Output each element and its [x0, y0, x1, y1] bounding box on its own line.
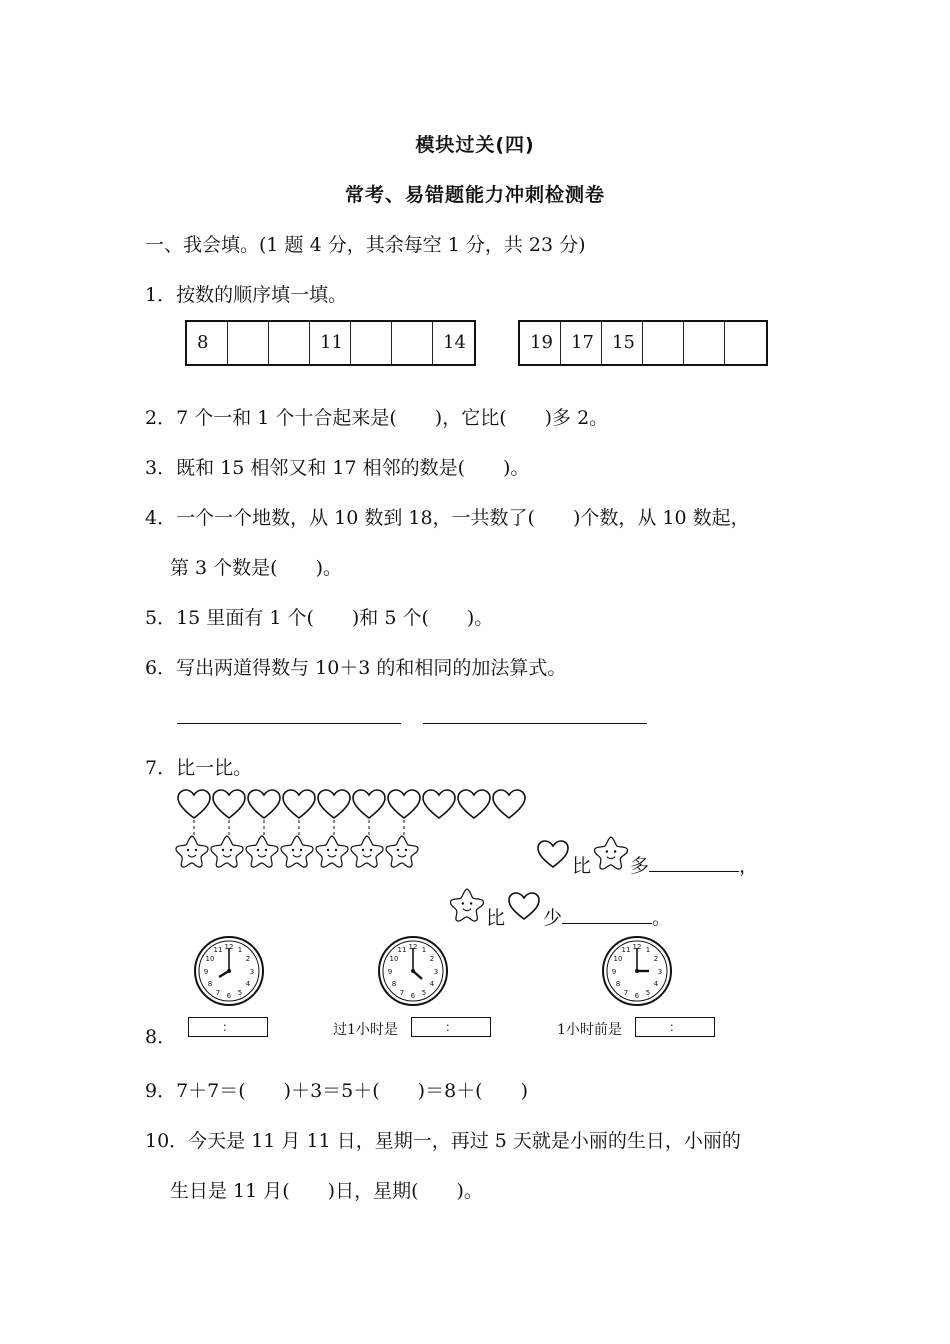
heart-icon: [178, 790, 210, 818]
compare-2-word-a: 比: [486, 907, 506, 929]
star-icon: [246, 836, 278, 867]
star-icon: [316, 836, 348, 867]
seq-b-cell[interactable]: [643, 322, 684, 364]
svg-text:3: 3: [249, 968, 255, 976]
after-one-hour-label: 过1小时是: [333, 1022, 398, 1038]
svg-text:5: 5: [421, 989, 427, 997]
time-answer-box[interactable]: ：: [188, 1017, 268, 1037]
svg-text:5: 5: [645, 989, 651, 997]
svg-text:6: 6: [634, 992, 640, 1000]
question-2: 2．7 个一和 1 个十合起来是( )，它比( )多 2。: [145, 407, 609, 429]
time-answer-box[interactable]: ：: [635, 1017, 715, 1037]
svg-text:9: 9: [611, 968, 617, 976]
svg-text:8: 8: [615, 980, 621, 988]
heart-icon: [388, 790, 420, 818]
svg-text:6: 6: [226, 992, 232, 1000]
seq-a-cell[interactable]: [351, 322, 392, 364]
seq-a-cell[interactable]: [228, 322, 269, 364]
question-9: 9．7＋7＝( )＋3＝5＋( )＝8＋( ): [145, 1080, 529, 1102]
heart-icon: [248, 790, 280, 818]
seq-a-cell[interactable]: [269, 322, 310, 364]
question-3: 3．既和 15 相邻又和 17 相邻的数是( )。: [145, 457, 530, 479]
seq-a-cell[interactable]: [392, 322, 433, 364]
clock-icon: [193, 935, 265, 1007]
section-heading: 一、我会填。(1 题 4 分，其余每空 1 分，共 23 分): [145, 234, 586, 256]
before-one-hour-label: 1小时前是: [557, 1022, 622, 1038]
heart-icon: [423, 790, 455, 818]
svg-text:2: 2: [429, 955, 435, 963]
svg-text:12: 12: [632, 943, 642, 951]
svg-text:1: 1: [237, 946, 243, 954]
svg-text:8: 8: [207, 980, 213, 988]
star-icon: [594, 836, 628, 870]
svg-text:11: 11: [397, 946, 407, 954]
svg-text:4: 4: [429, 980, 435, 988]
svg-text:4: 4: [653, 980, 659, 988]
time-answer-box[interactable]: ：: [411, 1017, 491, 1037]
question-8-label: 8．: [145, 1026, 177, 1048]
heart-icon: [493, 790, 525, 818]
svg-text:2: 2: [653, 955, 659, 963]
answer-line-1[interactable]: [177, 723, 401, 724]
stars-row: [176, 836, 418, 867]
compare-2-word-b: 少 。: [543, 907, 672, 929]
question-6: 6．写出两道得数与 10＋3 的和相同的加法算式。: [145, 657, 567, 679]
svg-text:7: 7: [215, 989, 221, 997]
seq-a-cell[interactable]: 8: [187, 322, 228, 364]
question-4-line-2: 第 3 个数是( )。: [170, 557, 342, 579]
question-1: 1．按数的顺序填一填。: [145, 284, 348, 306]
seq-b-cell[interactable]: 17: [561, 322, 602, 364]
svg-text:7: 7: [623, 989, 629, 997]
question-4-line-1: 4．一个一个地数，从 10 数到 18，一共数了( )个数，从 10 数起，: [145, 507, 750, 529]
svg-text:10: 10: [205, 955, 215, 963]
star-icon: [211, 836, 243, 867]
svg-text:2: 2: [245, 955, 251, 963]
star-icon: [351, 836, 383, 867]
heart-icon: [213, 790, 245, 818]
svg-text:1: 1: [645, 946, 651, 954]
question-7: 7．比一比。: [145, 757, 253, 779]
compare-1-word-b: 多 ，: [630, 855, 759, 877]
svg-text:11: 11: [213, 946, 223, 954]
svg-text:7: 7: [399, 989, 405, 997]
svg-text:9: 9: [387, 968, 393, 976]
svg-text:1: 1: [421, 946, 427, 954]
question-10-line-1: 10．今天是 11 月 11 日，星期一，再过 5 天就是小丽的生日，小丽的: [145, 1130, 741, 1152]
heart-icon: [458, 790, 490, 818]
svg-text:8: 8: [391, 980, 397, 988]
heart-icon: [353, 790, 385, 818]
svg-text:9: 9: [203, 968, 209, 976]
seq-a-cell[interactable]: 11: [310, 322, 351, 364]
heart-icon: [537, 840, 569, 868]
sequence-box-b: [518, 320, 768, 366]
star-icon: [176, 836, 208, 867]
svg-text:3: 3: [657, 968, 663, 976]
connector-lines: [194, 820, 404, 835]
seq-a-cell[interactable]: 14: [443, 332, 466, 353]
svg-text:10: 10: [389, 955, 399, 963]
star-icon: [386, 836, 418, 867]
clock-icon: [377, 935, 449, 1007]
page-title: 模块过关(四): [415, 134, 535, 156]
svg-text:6: 6: [410, 992, 416, 1000]
sequence-box-a: [185, 320, 476, 366]
svg-text:10: 10: [613, 955, 623, 963]
heart-icon: [283, 790, 315, 818]
svg-text:4: 4: [245, 980, 251, 988]
seq-b-cell[interactable]: [684, 322, 725, 364]
question-5: 5．15 里面有 1 个( )和 5 个( )。: [145, 607, 494, 629]
clock-icon: [601, 935, 673, 1007]
svg-text:3: 3: [433, 968, 439, 976]
star-icon: [450, 888, 484, 922]
compare-1-word-a: 比: [572, 855, 592, 877]
compare-2-answer-blank[interactable]: [562, 905, 652, 924]
svg-text:12: 12: [408, 943, 418, 951]
seq-b-cell[interactable]: [725, 322, 766, 364]
svg-text:12: 12: [224, 943, 234, 951]
seq-b-cell[interactable]: 15: [602, 322, 643, 364]
hearts-row: [178, 790, 525, 818]
compare-1-answer-blank[interactable]: [649, 853, 739, 872]
page-subtitle: 常考、易错题能力冲刺检测卷: [344, 184, 605, 206]
seq-b-cell[interactable]: 19: [520, 322, 561, 364]
question-10-line-2: 生日是 11 月( )日，星期( )。: [170, 1180, 483, 1202]
star-icon: [281, 836, 313, 867]
heart-icon: [318, 790, 350, 818]
hearts-stars-figure: [170, 785, 550, 875]
heart-icon: [508, 892, 540, 920]
svg-text:11: 11: [621, 946, 631, 954]
svg-text:5: 5: [237, 989, 243, 997]
answer-line-2[interactable]: [423, 723, 647, 724]
